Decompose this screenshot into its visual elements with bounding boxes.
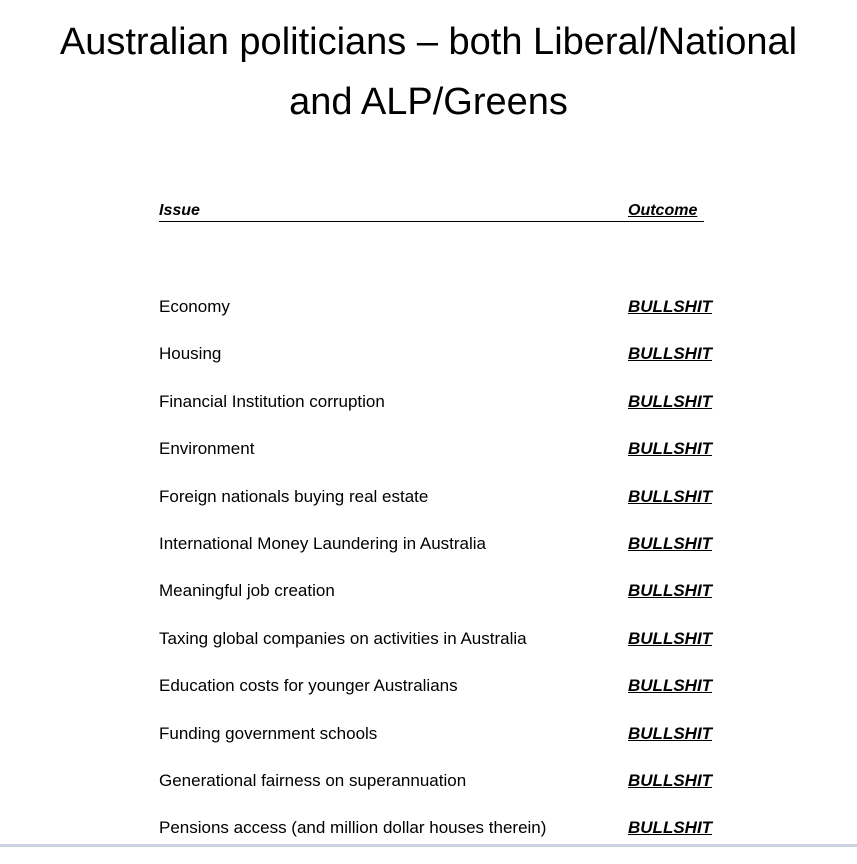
- document-title: [0, 12, 857, 132]
- issue-cell: Financial Institution corruption: [159, 391, 385, 411]
- outcome-cell: BULLSHIT: [628, 723, 713, 743]
- issue-cell: Economy: [159, 297, 230, 316]
- outcome-cell: BULLSHIT: [628, 344, 713, 364]
- outcome-cell: BULLSHIT: [628, 581, 713, 601]
- outcome-cell: BULLSHIT: [628, 439, 713, 459]
- issue-cell: Housing: [159, 344, 222, 364]
- issue-cell: Education costs for younger Australians: [159, 676, 458, 696]
- table-rows: [159, 295, 719, 864]
- table-row: [159, 342, 719, 389]
- table-row: [159, 674, 719, 721]
- table-row: [159, 437, 719, 484]
- table-header: [159, 200, 719, 226]
- outcome-cell: BULLSHIT: [628, 628, 713, 648]
- table-row: [159, 295, 719, 342]
- issue-cell: Meaningful job creation: [159, 581, 335, 601]
- issue-cell: Environment: [159, 439, 255, 459]
- table-row: [159, 627, 719, 674]
- issue-cell: Generational fairness on superannuation: [159, 770, 467, 790]
- issue-cell: International Money Laundering in Australia: [159, 533, 486, 553]
- header-underline: [159, 221, 704, 222]
- table-row: [159, 390, 719, 437]
- issue-cell: Foreign nationals buying real estate: [159, 486, 429, 506]
- table-row: [159, 579, 719, 626]
- issue-cell: Taxing global companies on activities in Australia: [159, 628, 527, 648]
- table-row: [159, 485, 719, 532]
- issues-table: [159, 200, 719, 838]
- outcome-cell: BULLSHIT: [628, 486, 713, 506]
- title-line-1: Australian politicians – both Liberal/National: [59, 21, 798, 63]
- outcome-cell: BULLSHIT: [628, 818, 713, 838]
- outcome-cell: BULLSHIT: [628, 297, 713, 316]
- issue-cell: Funding government schools: [159, 723, 378, 743]
- issue-cell: Pensions access (and million dollar houses therein): [159, 818, 547, 838]
- table-row: [159, 769, 719, 816]
- issue-column-header: Issue: [159, 202, 200, 219]
- table-row: [159, 532, 719, 579]
- title-line-2: and ALP/Greens: [289, 81, 568, 123]
- table-row: [159, 816, 719, 863]
- outcome-cell: BULLSHIT: [628, 676, 713, 696]
- outcome-column-header: Outcome: [628, 202, 698, 219]
- outcome-cell: BULLSHIT: [628, 770, 713, 790]
- table-row: [159, 722, 719, 769]
- outcome-cell: BULLSHIT: [628, 391, 713, 411]
- outcome-cell: BULLSHIT: [628, 533, 713, 553]
